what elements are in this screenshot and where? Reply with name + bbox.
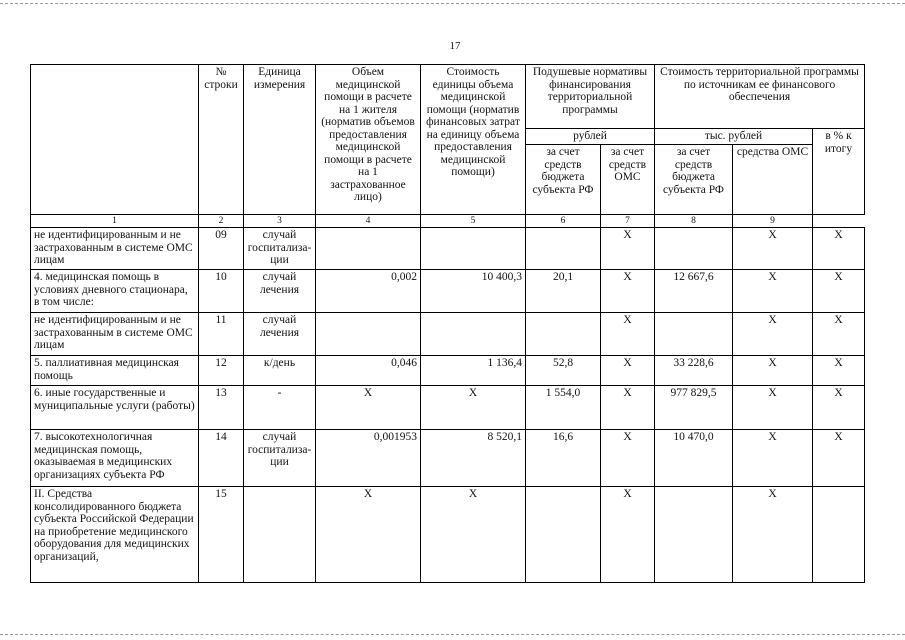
row-total-budget [655, 228, 733, 270]
row-number: 09 [199, 228, 244, 270]
row-cost [421, 313, 526, 356]
row-unit: случай лечения [244, 270, 316, 313]
header-per-capita-currency: рублей [526, 129, 655, 145]
row-total-percent [813, 487, 865, 583]
row-total-budget: 33 228,6 [655, 356, 733, 386]
row-number: 14 [199, 430, 244, 487]
row-per-capita-oms: Х [601, 313, 655, 356]
row-per-capita-oms: Х [601, 386, 655, 430]
row-volume: 0,002 [316, 270, 421, 313]
row-total-oms: Х [733, 430, 813, 487]
row-per-capita-oms: Х [601, 270, 655, 313]
row-name: не идентифицированным и не застрахованным в системе ОМС лицам [31, 228, 199, 270]
row-total-budget [655, 487, 733, 583]
table-row [31, 270, 865, 313]
row-total-oms: Х [733, 228, 813, 270]
table-row [31, 487, 865, 583]
row-cost: 10 400,3 [421, 270, 526, 313]
table-row [31, 228, 865, 270]
header-name [31, 65, 199, 215]
scan-edge-top [0, 3, 905, 4]
column-number: 5 [421, 215, 526, 228]
row-unit: случай лечения [244, 313, 316, 356]
header-total-budget: за счет средств бюджета субъекта РФ [655, 145, 733, 215]
row-total-oms: Х [733, 313, 813, 356]
header-row-no: № строки [199, 65, 244, 215]
row-unit: - [244, 386, 316, 430]
row-volume: 0,046 [316, 356, 421, 386]
row-per-capita-budget [526, 487, 601, 583]
row-total-budget: 977 829,5 [655, 386, 733, 430]
row-cost: 1 136,4 [421, 356, 526, 386]
row-total-budget [655, 313, 733, 356]
table-row [31, 430, 865, 487]
column-number-row [31, 215, 865, 228]
row-number: 12 [199, 356, 244, 386]
header-per-capita: Подушевые нормативы финансирования территориальной программы [526, 65, 655, 129]
row-cost: Х [421, 487, 526, 583]
column-number: 4 [316, 215, 421, 228]
row-per-capita-budget: 1 554,0 [526, 386, 601, 430]
financing-table [30, 64, 865, 583]
row-name: 7. высокотехнологичная медицинская помощь, оказываемая в медицинских организациях субъекта РФ [31, 430, 199, 487]
row-unit [244, 487, 316, 583]
row-per-capita-oms: Х [601, 430, 655, 487]
row-volume: Х [316, 487, 421, 583]
row-number: 13 [199, 386, 244, 430]
column-number: 9 [733, 215, 813, 228]
row-name: 5. паллиативная медицинская помощь [31, 356, 199, 386]
row-number: 11 [199, 313, 244, 356]
row-cost [421, 228, 526, 270]
row-name: II. Средства консолидированного бюджета субъекта Российской Федерации на приобретение медицинского оборудования для медицинских организаций, [31, 487, 199, 583]
row-total-percent: Х [813, 430, 865, 487]
column-number: 1 [31, 215, 199, 228]
row-total-oms: Х [733, 386, 813, 430]
row-total-oms: Х [733, 270, 813, 313]
row-volume [316, 313, 421, 356]
header-cost: Стоимость единицы объема медицинской помощи (норматив финансовых затрат на единицу объема предоставления медицинской помощи) [421, 65, 526, 215]
row-volume: Х [316, 386, 421, 430]
row-total-percent: Х [813, 313, 865, 356]
column-number: 6 [526, 215, 601, 228]
header-per-capita-oms: за счет средств ОМС [601, 145, 655, 215]
row-cost: Х [421, 386, 526, 430]
table-row [31, 386, 865, 430]
row-total-oms: Х [733, 487, 813, 583]
row-total-percent: Х [813, 228, 865, 270]
header-total-oms: средства ОМС [733, 145, 813, 215]
header-total: Стоимость территориальной программы по источникам ее финансового обеспечения [655, 65, 865, 129]
row-total-percent: Х [813, 270, 865, 313]
column-number: 3 [244, 215, 316, 228]
row-total-oms: Х [733, 356, 813, 386]
row-volume: 0,001953 [316, 430, 421, 487]
row-unit: к/день [244, 356, 316, 386]
row-per-capita-oms: Х [601, 487, 655, 583]
row-total-percent: Х [813, 386, 865, 430]
row-per-capita-budget [526, 313, 601, 356]
row-per-capita-budget: 20,1 [526, 270, 601, 313]
row-unit: случай госпитализа-ции [244, 228, 316, 270]
scan-edge-bottom [0, 634, 905, 635]
row-per-capita-budget: 52,8 [526, 356, 601, 386]
column-number: 2 [199, 215, 244, 228]
header-volume: Объем медицинской помощи в расчете на 1 жителя (норматив объемов предоставления медицинской помощи в расчете на 1 застрахованное лицо) [316, 65, 421, 215]
row-name: 4. медицинская помощь в условиях дневного стационара, в том числе: [31, 270, 199, 313]
table-row [31, 356, 865, 386]
row-total-budget: 12 667,6 [655, 270, 733, 313]
row-per-capita-budget [526, 228, 601, 270]
row-per-capita-oms: Х [601, 356, 655, 386]
column-number: 8 [655, 215, 733, 228]
row-total-percent: Х [813, 356, 865, 386]
row-total-budget: 10 470,0 [655, 430, 733, 487]
row-name: не идентифицированным и не застрахованным в системе ОМС лицам [31, 313, 199, 356]
header-unit: Единица измерения [244, 65, 316, 215]
header-total-percent: в % к итогу [813, 129, 865, 215]
row-cost: 8 520,1 [421, 430, 526, 487]
page-number: 17 [449, 40, 461, 52]
table-row [31, 313, 865, 356]
header-total-currency: тыс. рублей [655, 129, 813, 145]
row-per-capita-oms: Х [601, 228, 655, 270]
column-number: 7 [601, 215, 655, 228]
row-name: 6. иные государственные и муниципальные услуги (работы) [31, 386, 199, 430]
header-per-capita-budget: за счет средств бюджета субъекта РФ [526, 145, 601, 215]
row-volume [316, 228, 421, 270]
row-unit: случай госпитализа-ции [244, 430, 316, 487]
row-number: 10 [199, 270, 244, 313]
row-number: 15 [199, 487, 244, 583]
row-per-capita-budget: 16,6 [526, 430, 601, 487]
